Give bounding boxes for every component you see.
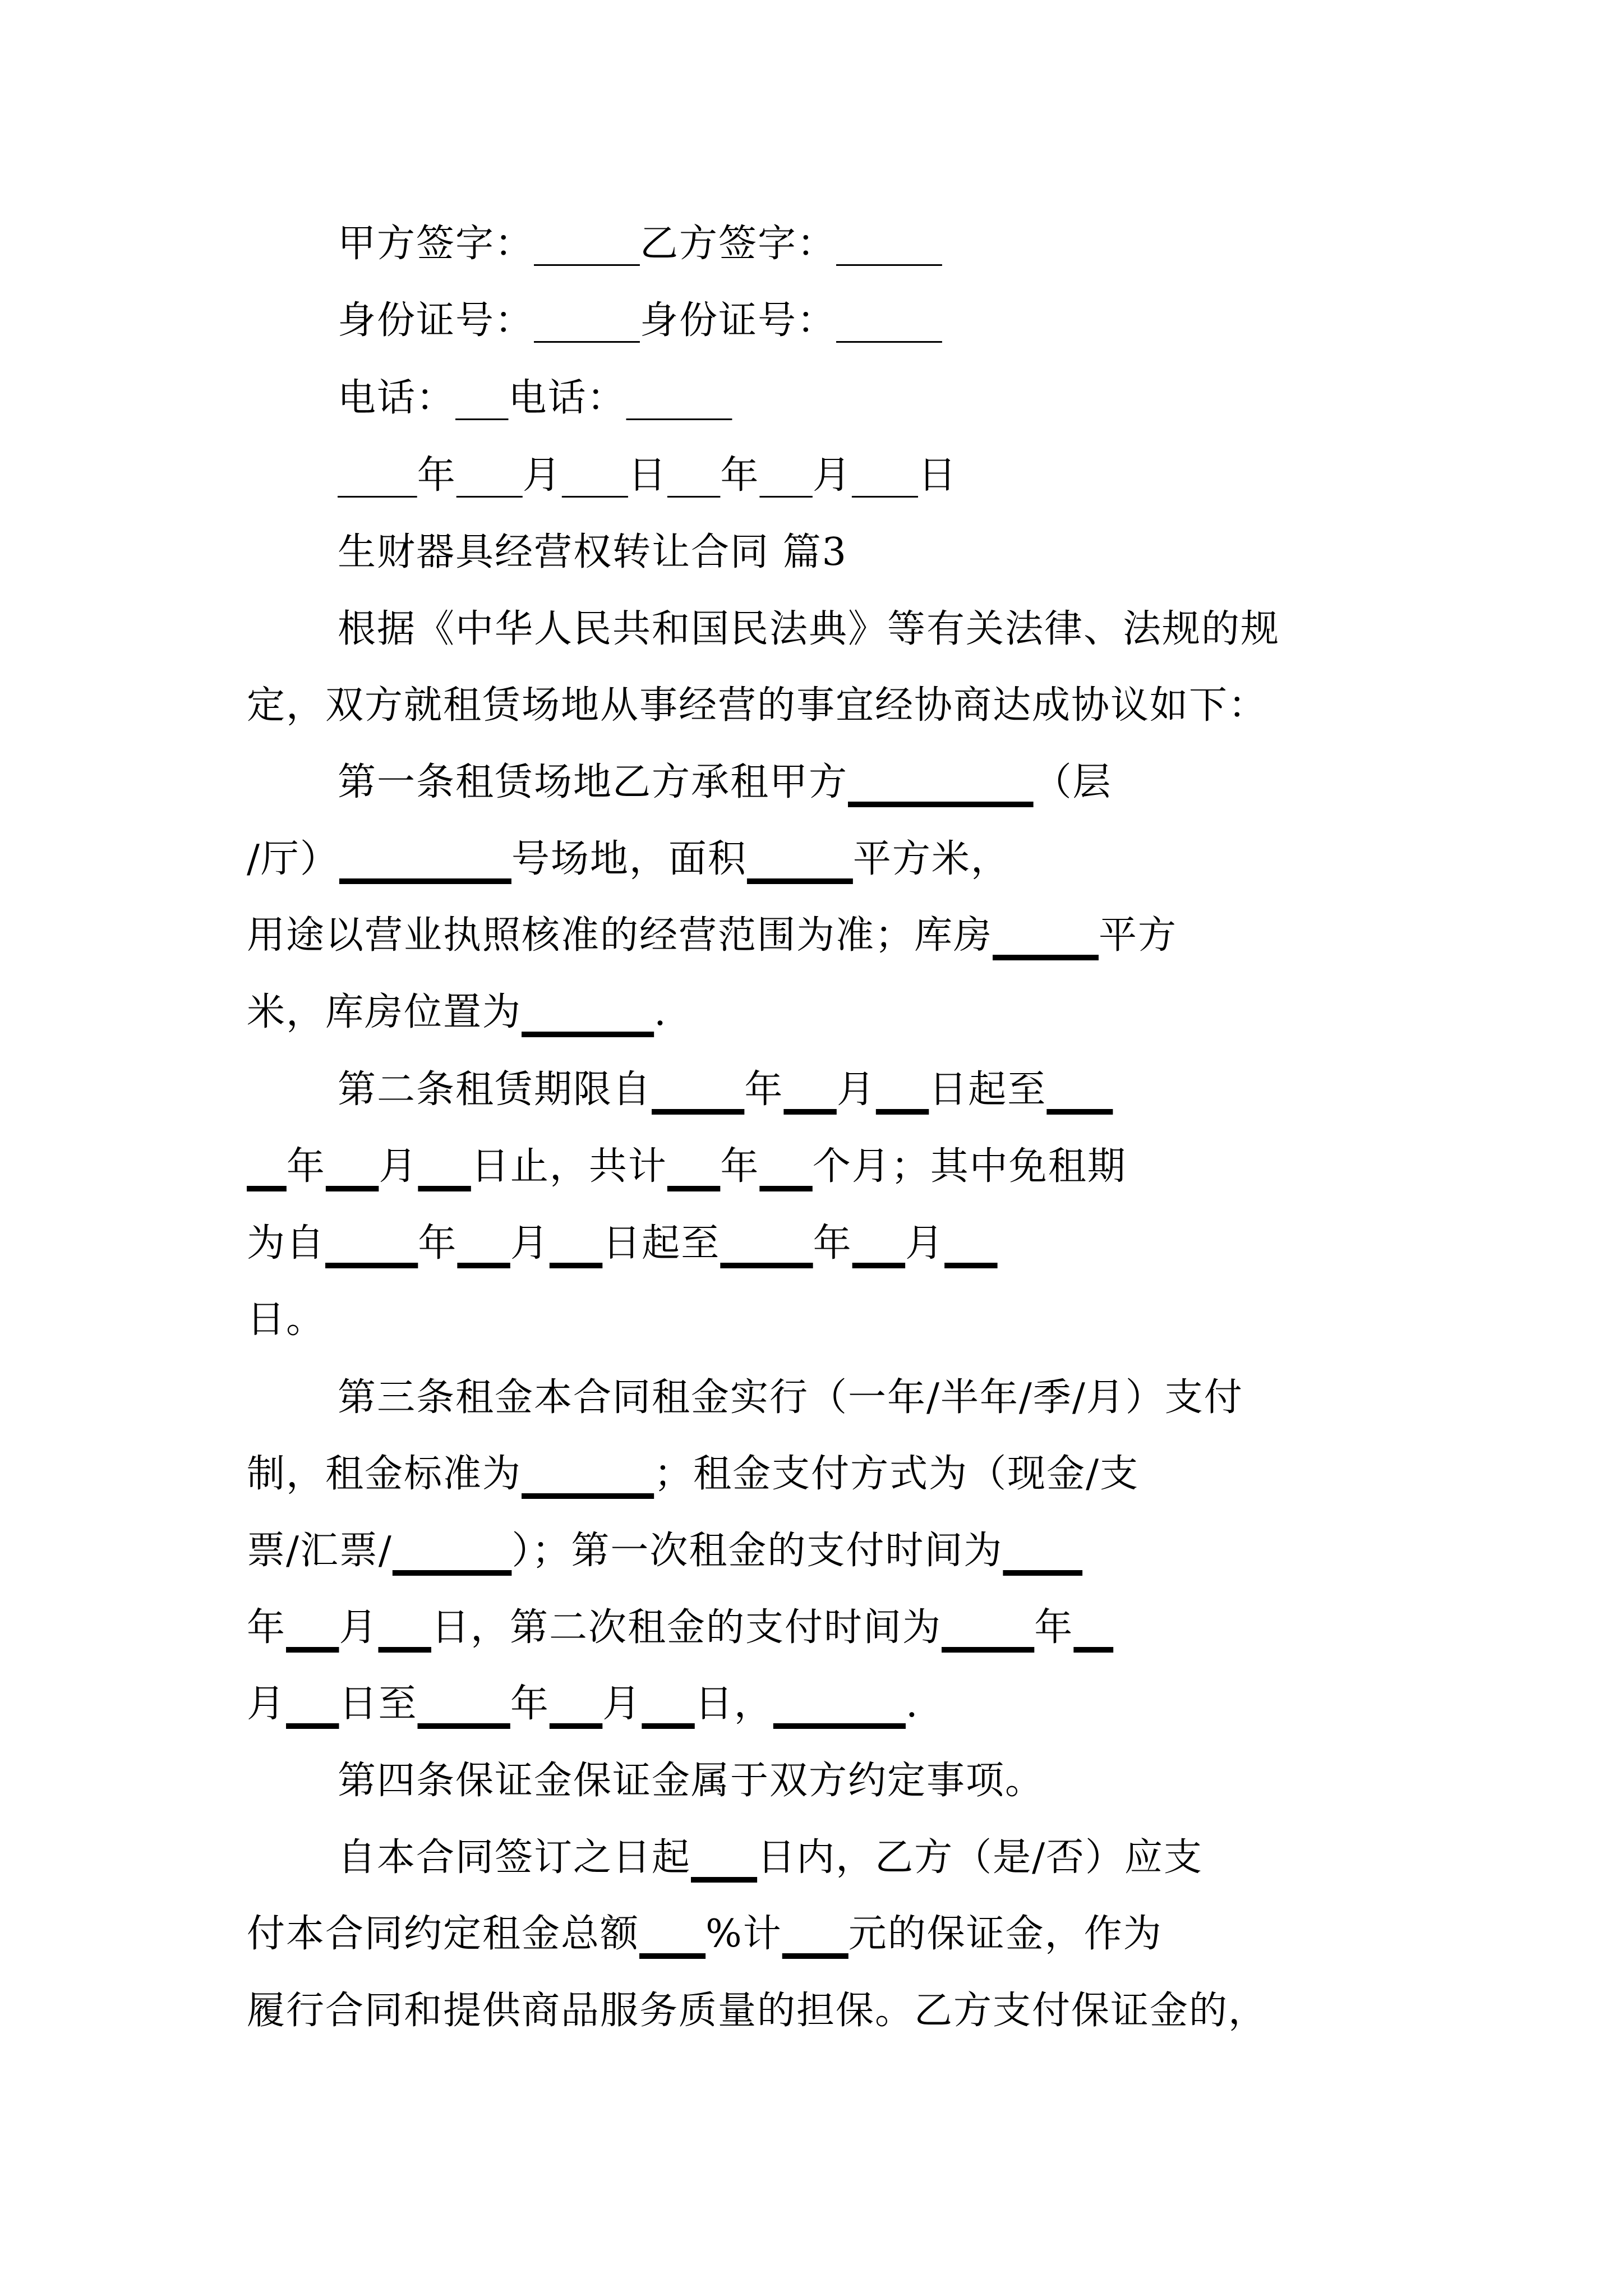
fill-blank [339, 837, 511, 881]
fill-blank [773, 1682, 906, 1726]
text-fragment: 月 [812, 453, 852, 498]
text-fragment: 个月；其中免租期 [812, 1144, 1127, 1189]
text-fragment: 年 [418, 1221, 458, 1266]
article2-line-4: 日。 [247, 1297, 326, 1342]
text-fragment: 第一条租赁场地乙方承租甲方 [338, 760, 849, 804]
fill-blank [247, 1144, 287, 1189]
text-fragment: 日止，共计 [471, 1144, 667, 1189]
article3-line-4 [247, 1600, 1396, 1656]
article4-line-1: 第四条保证金保证金属于双方约定事项。 [338, 1759, 1045, 1803]
text-fragment: ；租金支付方式为（现金/支 [654, 1452, 1140, 1496]
text-fragment: 元的保证金，作为 [848, 1912, 1163, 1956]
fill-blank [326, 1144, 379, 1189]
fill-blank [325, 1221, 418, 1266]
phone-label-b: 电话： [508, 376, 626, 420]
fill-blank [720, 1221, 813, 1266]
text-fragment: 年 [720, 1144, 760, 1189]
text-fragment: 日，第二次租金的支付时间为 [431, 1605, 942, 1650]
id-number-line [338, 293, 1403, 349]
party-b-signature-label: 乙方签字： [639, 222, 836, 266]
article1-line-1 [338, 754, 1403, 811]
fill-blank [1003, 1529, 1082, 1573]
intro-line-2: 定，双方就租赁场地从事经营的事宜经协商达成协议如下： [247, 683, 1268, 728]
id-label-a: 身份证号： [338, 298, 534, 343]
fill-blank [848, 760, 1034, 804]
text-fragment: 日 [917, 453, 957, 498]
fill-blank [550, 1221, 602, 1266]
date-blank [338, 453, 417, 498]
text-fragment: 月 [247, 1682, 287, 1726]
text-fragment: 年 [813, 1221, 852, 1266]
fill-blank [944, 1221, 997, 1266]
text-fragment: . [654, 990, 667, 1034]
article4-line-2 [338, 1830, 1403, 1886]
text-fragment: 年 [720, 453, 760, 498]
text-fragment: 月 [836, 1068, 876, 1112]
text-fragment: 日起至 [929, 1068, 1047, 1112]
signature-blank [836, 222, 942, 266]
signature-blank [534, 222, 640, 266]
text-fragment: 年 [510, 1682, 550, 1726]
fill-blank [747, 837, 853, 881]
text-fragment: 年 [1034, 1605, 1074, 1650]
fill-blank [759, 1144, 812, 1189]
text-fragment: 月 [522, 453, 562, 498]
phone-blank [455, 376, 508, 420]
text-fragment: 月 [379, 1144, 418, 1189]
party-a-signature-label: 甲方签字： [338, 222, 534, 266]
text-fragment: 票/汇票/ [247, 1529, 393, 1573]
fill-blank [667, 1144, 720, 1189]
text-fragment: 年 [417, 453, 457, 498]
text-fragment: ）；第一次租金的支付时间为 [511, 1529, 1003, 1573]
fill-blank [550, 1682, 602, 1726]
article3-line-5 [247, 1676, 1396, 1732]
article3-line-1: 第三条租金本合同租金实行（一年/半年/季/月）支付 [338, 1375, 1243, 1420]
fill-blank [379, 1605, 431, 1650]
phone-blank [626, 376, 732, 420]
article4-line-4: 履行合同和提供商品服务质量的担保。乙方支付保证金的， [247, 1989, 1268, 2033]
text-fragment: 日至 [339, 1682, 418, 1726]
article1-line-2 [247, 831, 1396, 887]
id-blank [836, 298, 942, 343]
fill-blank [852, 1221, 905, 1266]
text-fragment: 年 [744, 1068, 784, 1112]
fill-blank [783, 1068, 836, 1112]
section-heading: 生财器具经营权转让合同 篇3 [338, 530, 847, 574]
text-fragment: 第二条租赁期限自 [338, 1068, 652, 1112]
fill-blank [418, 1144, 471, 1189]
fill-blank [652, 1068, 744, 1112]
fill-blank [993, 913, 1099, 958]
fill-blank [691, 1835, 757, 1880]
text-fragment: 平方 [1098, 913, 1177, 958]
fill-blank [782, 1912, 849, 1956]
text-fragment: %计 [706, 1912, 782, 1956]
text-fragment: 年 [247, 1605, 287, 1650]
fill-blank [639, 1912, 706, 1956]
article3-line-2 [247, 1446, 1396, 1502]
fill-blank [457, 1221, 510, 1266]
article1-line-3 [247, 908, 1396, 964]
article3-line-3 [247, 1523, 1396, 1579]
text-fragment: 月 [510, 1221, 550, 1266]
article2-line-3 [247, 1216, 1396, 1272]
date-blank [852, 453, 918, 498]
phone-line [338, 370, 1403, 426]
text-fragment: 月 [602, 1682, 642, 1726]
date-blank [759, 453, 812, 498]
fill-blank [393, 1529, 512, 1573]
text-fragment: 日， [694, 1682, 773, 1726]
text-fragment: 为自 [247, 1221, 326, 1266]
article2-line-2 [247, 1139, 1396, 1195]
phone-label-a: 电话： [338, 376, 456, 420]
text-fragment: /厅） [247, 837, 339, 881]
signature-line [338, 216, 1403, 272]
intro-line-1: 根据《中华人民共和国民法典》等有关法律、法规的规 [338, 607, 1280, 651]
date-blank [457, 453, 523, 498]
text-fragment: 月 [339, 1605, 379, 1650]
text-fragment: 年 [286, 1144, 326, 1189]
text-fragment: 米，库房位置为 [247, 990, 522, 1034]
text-fragment: 日内，乙方（是/否）应支 [757, 1835, 1204, 1880]
fill-blank [1073, 1605, 1113, 1650]
text-fragment: 月 [905, 1221, 945, 1266]
article2-line-1 [338, 1062, 1403, 1118]
fill-blank [942, 1605, 1034, 1650]
text-fragment: 用途以营业执照核准的经营范围为准；库房 [247, 913, 993, 958]
text-fragment: 平方米， [852, 837, 1010, 881]
fill-blank [522, 990, 654, 1034]
text-fragment: 自本合同签订之日起 [338, 1835, 691, 1880]
id-blank [534, 298, 640, 343]
date-blank [667, 453, 720, 498]
text-fragment: 日起至 [602, 1221, 721, 1266]
fill-blank [418, 1682, 510, 1726]
fill-blank [522, 1452, 654, 1496]
text-fragment: 日 [628, 453, 667, 498]
fill-blank [876, 1068, 929, 1112]
date-blank [562, 453, 628, 498]
fill-blank [286, 1605, 339, 1650]
fill-blank [1046, 1068, 1113, 1112]
text-fragment: 号场地，面积 [511, 837, 747, 881]
fill-blank [286, 1682, 339, 1726]
text-fragment: . [905, 1682, 919, 1726]
text-fragment: 制，租金标准为 [247, 1452, 522, 1496]
text-fragment: （层 [1033, 760, 1112, 804]
article4-line-3 [247, 1906, 1396, 1962]
text-fragment: 付本合同约定租金总额 [247, 1912, 640, 1956]
article1-line-4 [247, 984, 1396, 1041]
fill-blank [642, 1682, 694, 1726]
date-line [338, 448, 1403, 504]
id-label-b: 身份证号： [639, 298, 836, 343]
